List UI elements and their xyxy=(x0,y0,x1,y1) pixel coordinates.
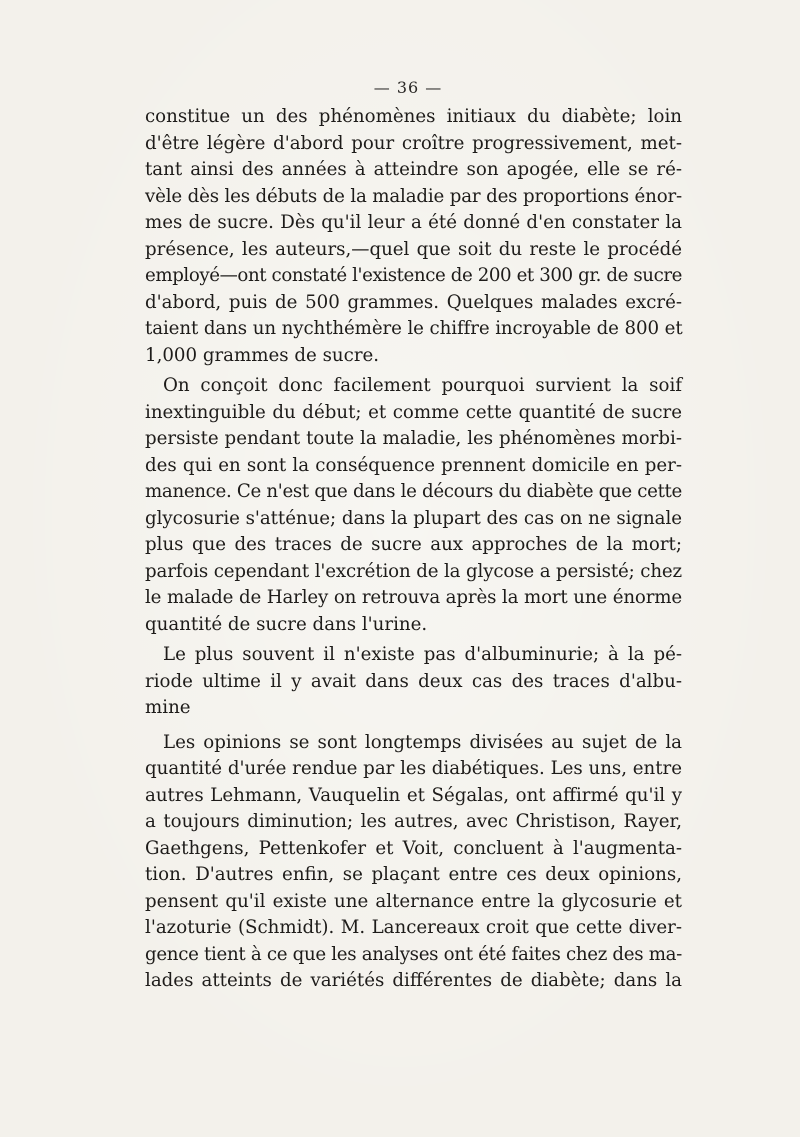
text-line: d'être légère d'abord pour croître progressivement, met- xyxy=(145,132,682,154)
text-line: l'azoturie (Schmidt). M. Lancereaux croit que cette diver- xyxy=(145,917,682,938)
text-line: plus que des traces de sucre aux approches de la mort; xyxy=(145,534,682,555)
text-line: lades atteints de variétés différentes de diabète; dans la xyxy=(145,970,682,991)
text-line: Gaethgens, Pettenkofer et Voit, concluent à l'augmenta- xyxy=(145,837,682,859)
page-number: — 36 — xyxy=(373,78,443,97)
text-line: vèle dès les débuts de la maladie par des proportions énor- xyxy=(145,185,682,207)
text-line: d'abord, puis de 500 grammes. Quelques malades excré- xyxy=(145,291,682,313)
text-line: glycosurie s'atténue; dans la plupart des cas on ne signale xyxy=(145,507,683,529)
paragraph-2 xyxy=(145,373,682,638)
text-line: parfois cependant l'excrétion de la glycose a persisté; chez xyxy=(145,560,682,582)
text-line: manence. Ce n'est que dans le décours du diabète que cette xyxy=(145,481,682,502)
text-line: tion. D'autres enfin, se plaçant entre ces deux opinions, xyxy=(145,864,682,885)
text-line: inextinguible du début; et comme cette quantité de sucre xyxy=(145,401,682,423)
text-line: a toujours diminution; les autres, avec Christison, Rayer, xyxy=(145,811,682,832)
paragraph-1 xyxy=(145,104,682,369)
text-line: présence, les auteurs,—quel que soit du reste le procédé xyxy=(145,238,682,260)
text-line: constitue un des phénomènes initiaux du diabète; loin xyxy=(145,106,682,127)
text-line: persiste pendant toute la maladie, les phénomènes morbi- xyxy=(145,428,682,449)
text-line: employé—ont constaté l'existence de 200 et 300 gr. de sucre xyxy=(145,265,683,286)
text-line: des qui en sont la conséquence prennent domicile en per- xyxy=(145,454,682,476)
text-line: pensent qu'il existe une alternance entre la glycosurie et xyxy=(145,890,682,912)
text-line: gence tient à ce que les analyses ont été faites chez des ma- xyxy=(145,943,683,965)
text-line: le malade de Harley on retrouva après la mort une énorme xyxy=(145,587,683,608)
text-line: mes de sucre. Dès qu'il leur a été donné d'en constater la xyxy=(145,212,682,233)
text-line: quantité de sucre dans l'urine. xyxy=(145,613,428,635)
text-line: Le plus souvent il n'existe pas d'albuminurie; à la pé- xyxy=(163,644,682,665)
text-line: Les opinions se sont longtemps divisées au sujet de la xyxy=(163,731,682,753)
text-line: riode ultime il y avait dans deux cas des traces d'albu- xyxy=(145,670,682,692)
text-line: quantité d'urée rendue par les diabétiques. Les uns, entre xyxy=(145,758,683,779)
text-line: tant ainsi des années à atteindre son apogée, elle se ré- xyxy=(145,159,682,180)
text-line: On conçoit donc facilement pourquoi survient la soif xyxy=(163,375,682,396)
text-line: autres Lehmann, Vauquelin et Ségalas, ont affirmé qu'il y xyxy=(145,784,682,806)
text-line: mine xyxy=(145,697,191,718)
body-text xyxy=(145,104,682,995)
paragraph-4 xyxy=(145,730,682,995)
text-line: 1,000 grammes de sucre. xyxy=(145,344,380,366)
text-line: taient dans un nychthémère le chiffre incroyable de 800 et xyxy=(145,318,683,339)
paragraph-3 xyxy=(145,642,682,722)
